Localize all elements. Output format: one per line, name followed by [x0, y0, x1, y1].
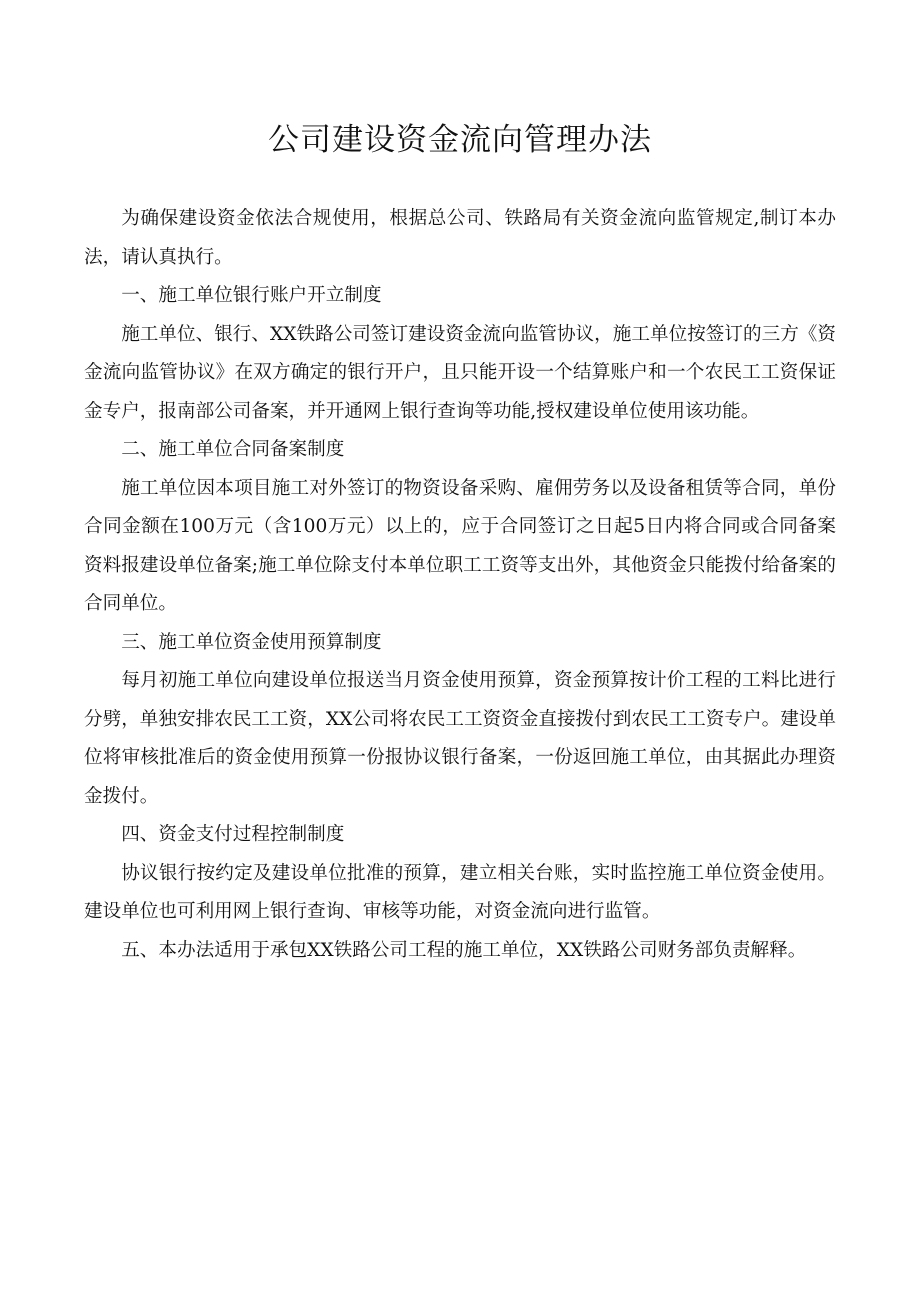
intro-paragraph: 为确保建设资金依法合规使用，根据总公司、铁路局有关资金流向监管规定,制订本办法，请认真执行。 — [84, 208, 836, 268]
section-heading-4: 四、资金支付过程控制制度 — [121, 824, 345, 845]
section-paragraph-4: 协议银行按约定及建设单位批准的预算，建立相关台账，实时监控施工单位资金使用。建设单位也可利用网上银行查询、审核等功能，对资金流向进行监管。 — [84, 862, 836, 922]
section-paragraph-2: 施工单位因本项目施工对外签订的物资设备采购、雇佣劳务以及设备租赁等合同，单份合同金额在100万元（含100万元）以上的，应于合同签订之日起5日内将合同或合同备案资料报建设单位备案;施工单位除支付本单位职工工资等支出外，其他资金只能拨付给备案的合同单位。 — [84, 477, 836, 614]
document-body — [84, 200, 836, 970]
section-heading-3: 三、施工单位资金使用预算制度 — [121, 631, 382, 653]
document-title: 公司建设资金流向管理办法 — [268, 122, 652, 158]
section-paragraph-3: 每月初施工单位向建设单位报送当月资金使用预算，资金预算按计价工程的工料比进行分劈，单独安排农民工工资，XX公司将农民工工资资金直接拨付到农民工工资专户。建设单位将审核批准后的资金使用预算一份报协议银行备案，一份返回施工单位，由其据此办理资金拨付。 — [84, 670, 836, 807]
section-heading-2: 二、施工单位合同备案制度 — [121, 439, 345, 460]
section-paragraph-1: 施工单位、银行、XX铁路公司签订建设资金流向监管协议，施工单位按签订的三方《资金流向监管协议》在双方确定的银行开户，且只能开设一个结算账户和一个农民工工资保证金专户，报南部公司备案，并开通网上银行查询等功能,授权建设单位使用该功能。 — [84, 323, 836, 422]
section-paragraph-5: 五、本办法适用于承包XX铁路公司工程的施工单位，XX铁路公司财务部负责解释。 — [121, 939, 807, 961]
section-heading-1: 一、施工单位银行账户开立制度 — [121, 285, 382, 306]
